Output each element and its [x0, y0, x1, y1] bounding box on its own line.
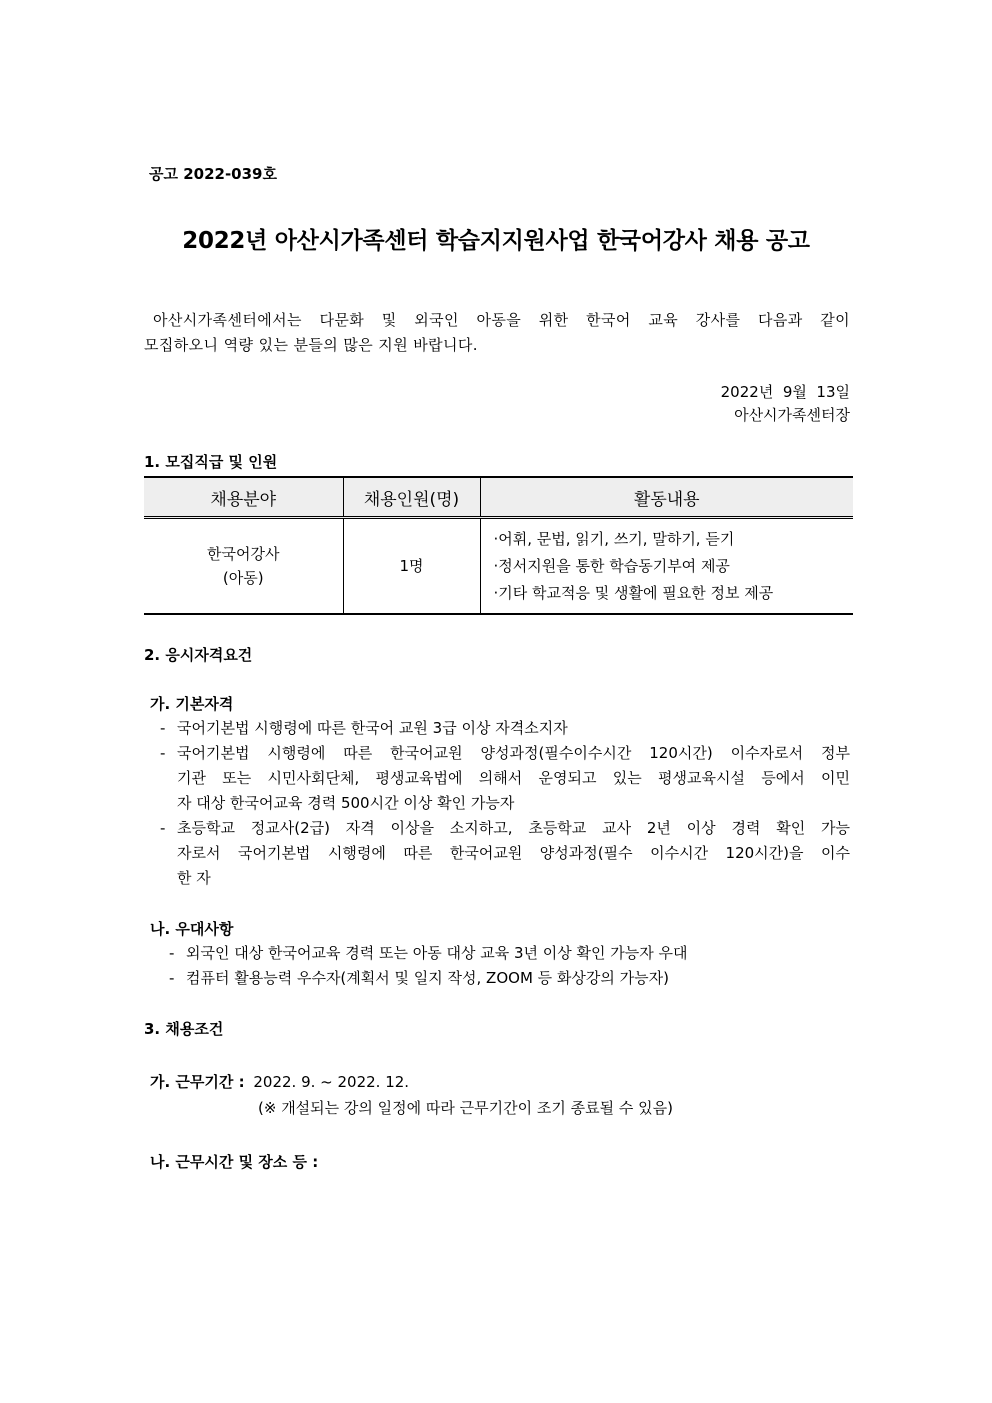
activity-line-1: ·어휘, 문법, 읽기, 쓰기, 말하기, 듣기	[493, 529, 735, 548]
list-item	[169, 941, 850, 966]
work-period-note: (※ 개설되는 강의 일정에 따라 근무기간이 조기 종료될 수 있음)	[258, 1099, 673, 1117]
field-line-2: (아동)	[222, 569, 264, 587]
item-line: 기관 또는 시민사회단체, 평생교육법에 의해서 운영되고 있는 평생교육시설 등에서 이민	[177, 769, 850, 787]
cell-field	[144, 518, 343, 615]
list-item	[160, 716, 850, 741]
item-line: 한 자	[177, 869, 211, 887]
cell-activity	[480, 518, 853, 615]
dash-marker: -	[160, 819, 166, 837]
intro-paragraph	[144, 308, 850, 358]
work-period-value: 2022. 9. ~ 2022. 12.	[253, 1073, 410, 1091]
issuer: 아산시가족센터장	[734, 406, 850, 424]
intro-line-2: 모집하오니 역량 있는 분들의 많은 지원 바랍니다.	[144, 336, 478, 354]
section-3-heading: 3. 채용조건	[144, 1020, 224, 1038]
header-field: 채용분야	[144, 477, 343, 518]
item-line: 자로서 국어기본법 시행령에 따른 한국어교원 양성과정(필수 이수시간 120시간)을 이수	[177, 844, 850, 862]
preference-heading: 나. 우대사항	[150, 920, 234, 938]
work-period-row	[150, 1071, 409, 1092]
table-row	[144, 518, 853, 615]
cell-count: 1명	[343, 518, 480, 615]
work-period-label: 가. 근무기간 :	[150, 1073, 245, 1091]
issue-date: 2022년 9월 13일	[720, 383, 850, 401]
item-line: 국어기본법 시행령에 따른 한국어 교원 3급 이상 자격소지자	[177, 719, 568, 737]
item-line: 컴퓨터 활용능력 우수자(계획서 및 일지 작성, ZOOM 등 화상강의 가능자)	[186, 969, 669, 987]
notice-number: 공고 2022-039호	[149, 165, 277, 183]
header-count: 채용인원(명)	[343, 477, 480, 518]
item-line: 초등학교 정교사(2급) 자격 이상을 소지하고, 초등학교 교사 2년 이상 경력 확인 가능	[177, 819, 850, 837]
header-activity: 활동내용	[480, 477, 853, 518]
item-line: 자 대상 한국어교육 경력 500시간 이상 확인 가능자	[177, 794, 515, 812]
recruit-table	[144, 476, 853, 615]
activity-line-2: ·정서지원을 통한 학습동기부여 제공	[493, 556, 730, 575]
activity-line-3: ·기타 학교적응 및 생활에 필요한 정보 제공	[493, 583, 774, 602]
field-line-1: 한국어강사	[207, 545, 280, 563]
dash-marker: -	[160, 744, 166, 762]
basic-qualification-heading: 가. 기본자격	[150, 695, 234, 713]
item-line: 국어기본법 시행령에 따른 한국어교원 양성과정(필수이수시간 120시간) 이수자로서 정부	[177, 744, 850, 762]
intro-line-1: 아산시가족센터에서는 다문화 및 외국인 아동을 위한 한국어 교육 강사를 다음과 같이	[153, 311, 850, 329]
basic-qualification-list	[160, 716, 850, 891]
dash-marker: -	[169, 969, 175, 987]
section-2-heading: 2. 응시자격요건	[144, 646, 253, 664]
preference-list	[169, 941, 850, 991]
table-header-row	[144, 477, 853, 518]
list-item	[169, 966, 850, 991]
dash-marker: -	[160, 719, 166, 737]
document-title: 2022년 아산시가족센터 학습지지원사업 한국어강사 채용 공고	[182, 228, 810, 254]
work-hours-label: 나. 근무시간 및 장소 등 :	[150, 1153, 319, 1171]
list-item	[160, 741, 850, 816]
list-item	[160, 816, 850, 891]
section-1-heading: 1. 모집직급 및 인원	[144, 453, 278, 471]
item-line: 외국인 대상 한국어교육 경력 또는 아동 대상 교육 3년 이상 확인 가능자 우대	[186, 944, 688, 962]
issue-block	[721, 381, 850, 427]
dash-marker: -	[169, 944, 175, 962]
